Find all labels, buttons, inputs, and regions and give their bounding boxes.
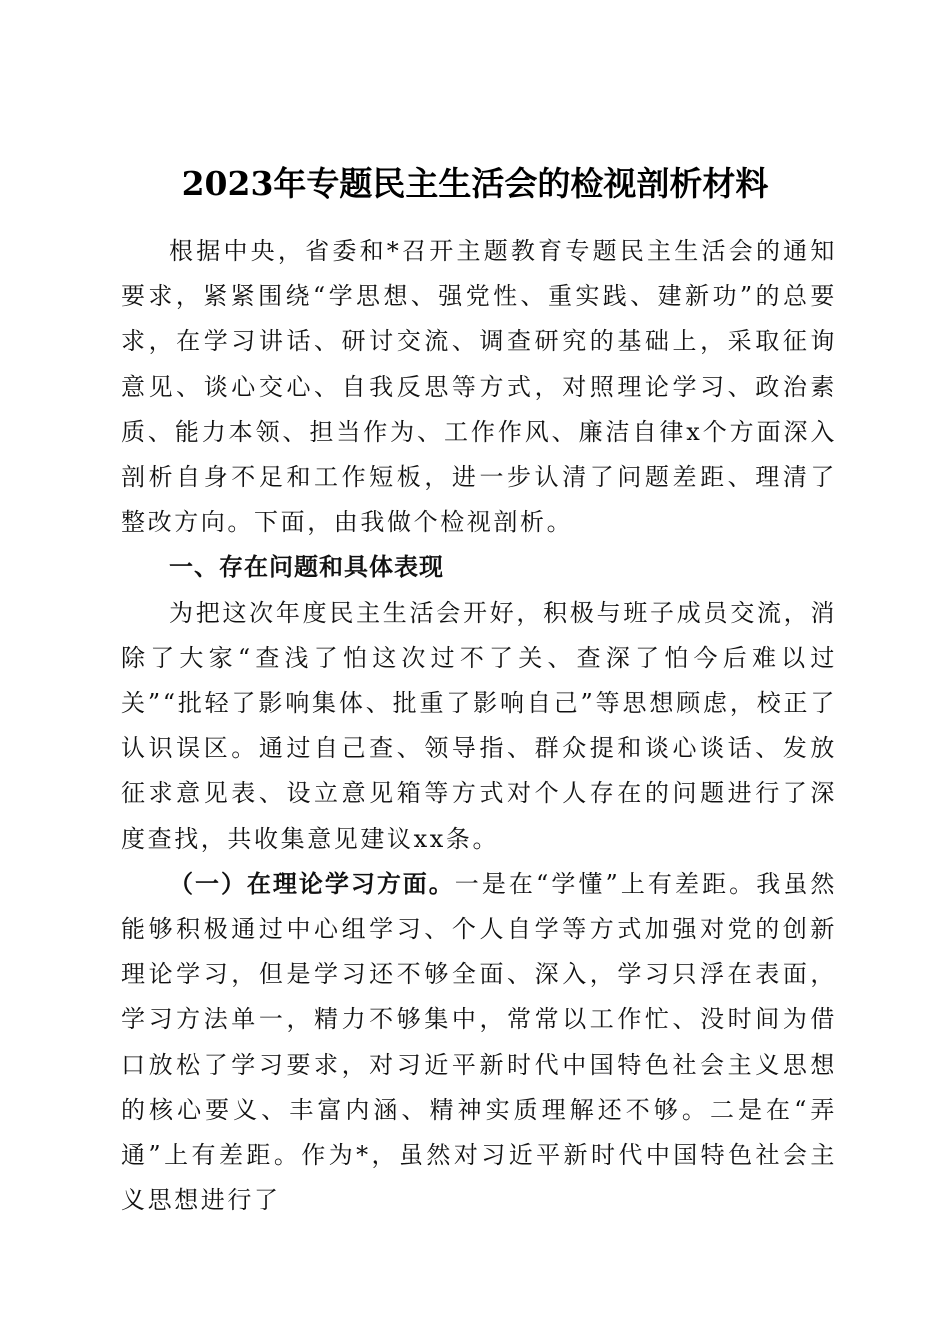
section-heading: 一、存在问题和具体表现 (169, 553, 444, 582)
subsection-text: 一是在“学懂”上有差距。我虽然能够积极通过中心组学习、个人自学等方式加强对党的创新理论学习，但是学习还不够全面、深入，学习只浮在表面，学习方法单一，精力不够集中，常常以工作忙、没时间为借口放松了学习要求，对习近平新时代中国特色社会主义思想的核心要义、丰富内涵、精神实质理解还不够。二是在“弄通”上有差距。作为*，虽然对习近平新时代中国特色社会主义思想进行了 (121, 869, 837, 1215)
subsection-paragraph (121, 862, 837, 1224)
document-body (121, 229, 837, 1223)
subsection-heading: （一）在理论学习方面。 (169, 869, 455, 898)
intro-paragraph: 根据中央，省委和*召开主题教育专题民主生活会的通知要求，紧紧围绕“学思想、强党性、重实践、建新功”的总要求，在学习讲话、研讨交流、调查研究的基础上，采取征询意见、谈心交心、自我反思等方式，对照理论学习、政治素质、能力本领、担当作为、工作作风、廉洁自律x个方面深入剖析自身不足和工作短板，进一步认清了问题差距、理清了整改方向。下面，由我做个检视剖析。 (121, 237, 837, 537)
section-paragraph: 为把这次年度民主生活会开好，积极与班子成员交流，消除了大家“查浅了怕这次过不了关、查深了怕今后难以过关”“批轻了影响集体、批重了影响自己”等思想顾虑，校正了认识误区。通过自己查、领导指、群众提和谈心谈话、发放征求意见表、设立意见箱等方式对个人存在的问题进行了深度查找，共收集意见建议xx条。 (121, 598, 837, 853)
document-title: 2023年专题民主生活会的检视剖析材料 (181, 164, 769, 204)
